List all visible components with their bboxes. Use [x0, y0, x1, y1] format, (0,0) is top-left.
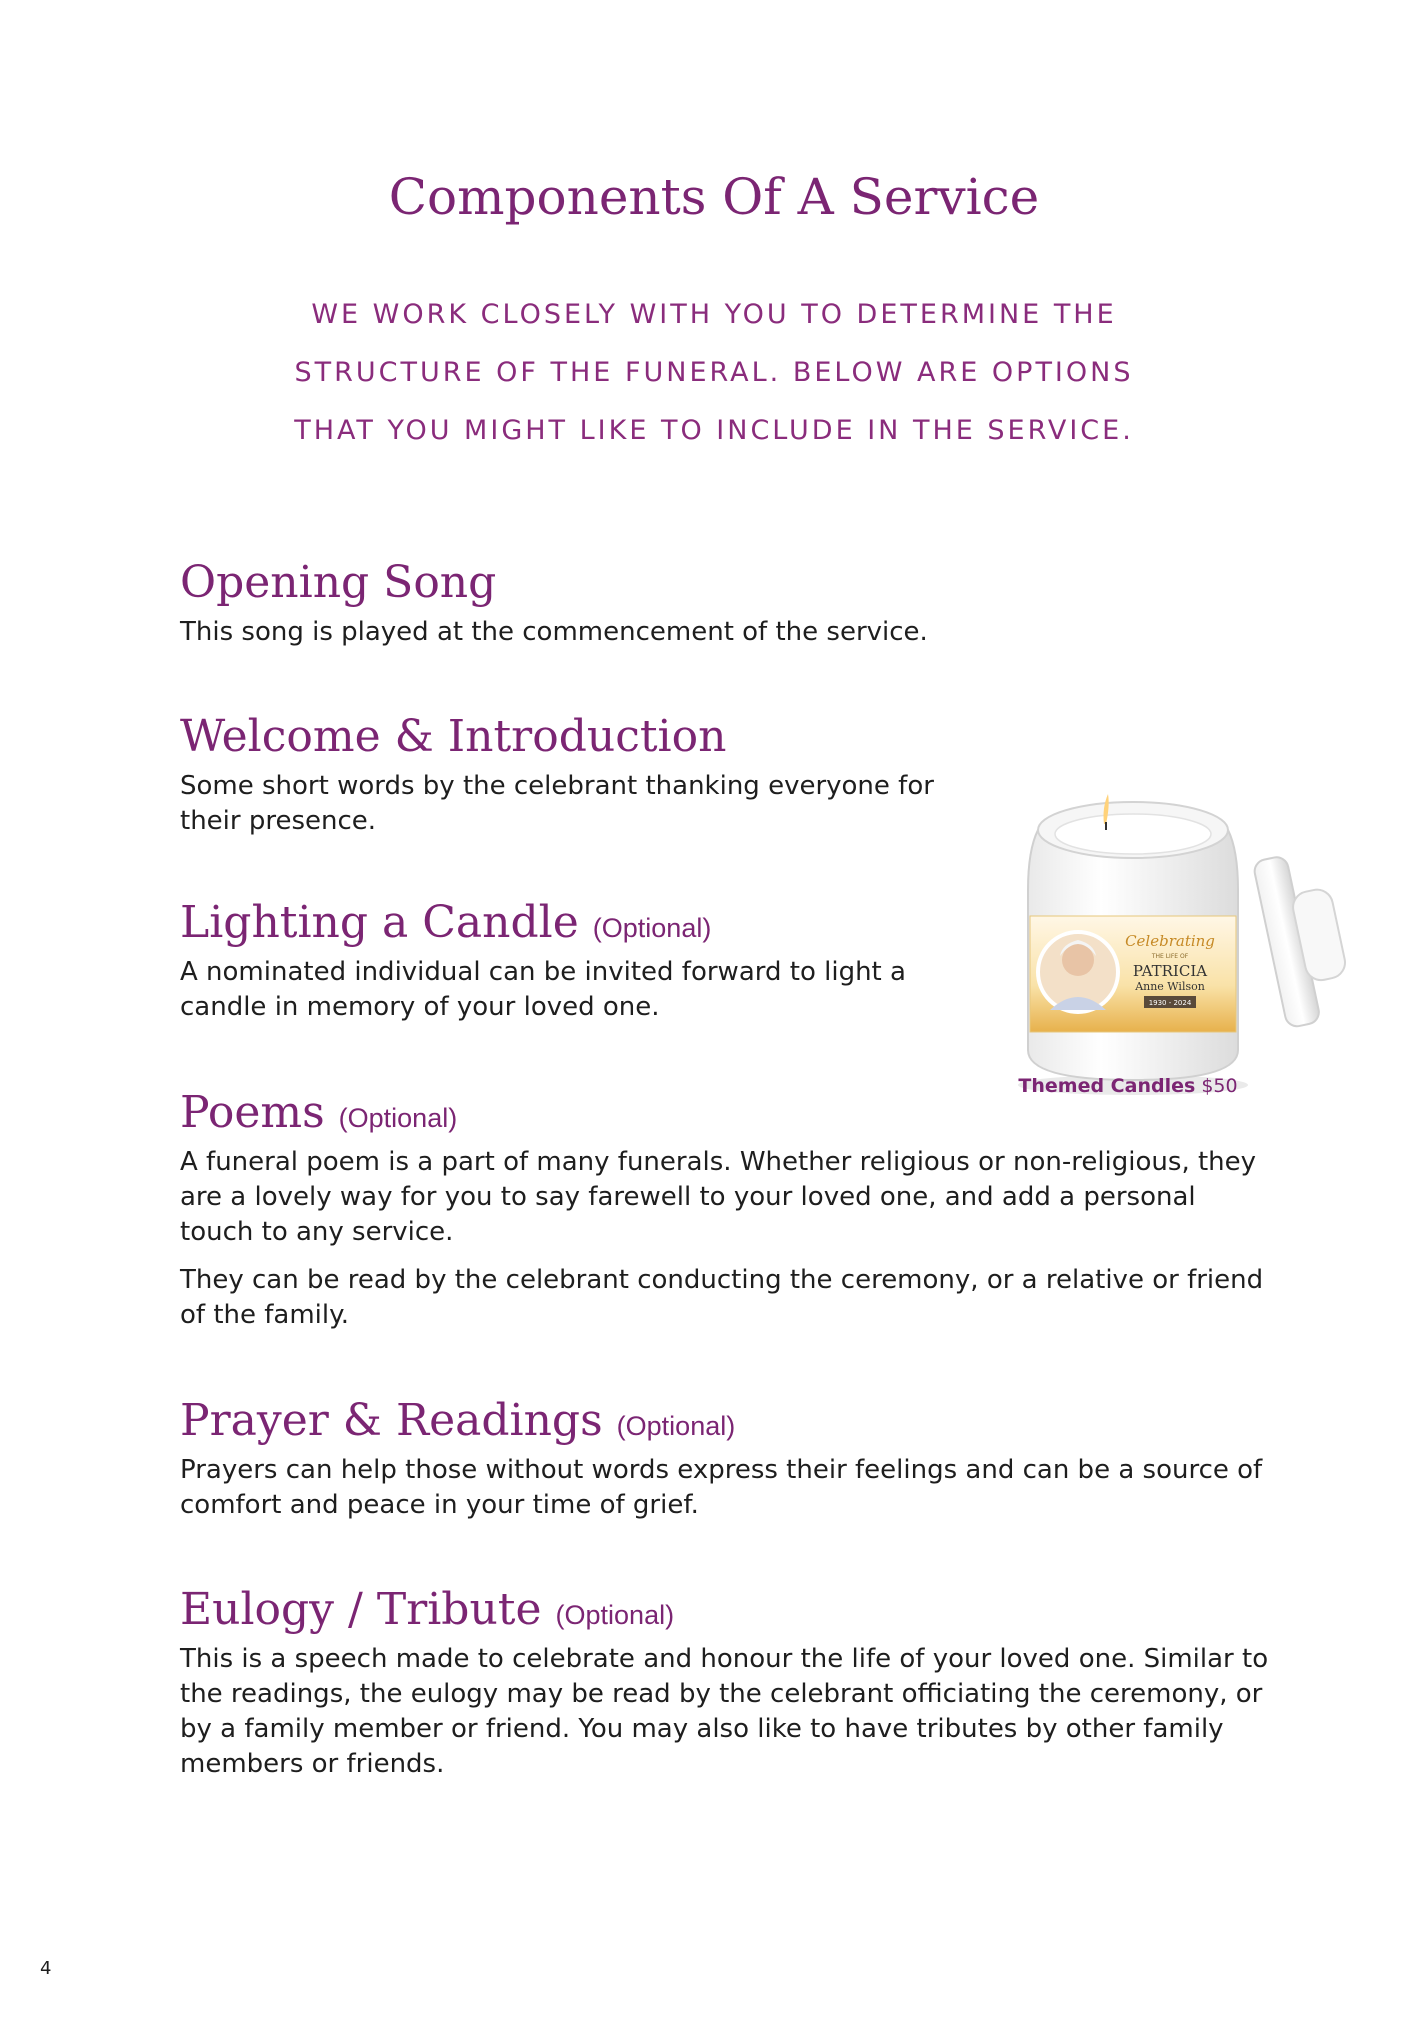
section-poems [180, 1088, 1270, 1333]
themed-candle-image [998, 760, 1388, 1100]
optional-label: (Optional) [555, 1600, 675, 1630]
optional-label: (Optional) [616, 1411, 736, 1441]
caption-name: Themed Candles [1018, 1075, 1196, 1097]
section-lighting-candle [180, 898, 960, 1025]
candle-wick [1105, 822, 1107, 830]
jar-opening [1055, 814, 1211, 854]
section-heading: Poems (Optional) [180, 1087, 458, 1138]
section-body: A nominated individual can be invited forward to light a candle in memory of your loved one. [180, 956, 906, 1022]
candle-caption [998, 1075, 1258, 1097]
label-subname: Anne Wilson [1135, 980, 1205, 993]
section-heading: Prayer & Readings (Optional) [180, 1395, 736, 1446]
page-number: 4 [40, 1958, 52, 1979]
intro-line: THAT YOU MIGHT LIKE TO INCLUDE IN THE SERVICE. [294, 415, 1134, 446]
caption-price: $50 [1201, 1075, 1238, 1097]
section-body: A funeral poem is a part of many funerals. Whether religious or non-religious, they are a lovely way for you to say farewell to your loved one, and add a personal touch to any service. [180, 1146, 1257, 1247]
jar-lid [1252, 848, 1356, 1029]
section-heading: Lighting a Candle (Optional) [180, 897, 712, 948]
label-script: Celebrating [1125, 932, 1215, 950]
section-body: Some short words by the celebrant thanking everyone for their presence. [180, 770, 934, 836]
label-small: THE LIFE OF [1151, 953, 1189, 960]
section-body: This song is played at the commencement of the service. [180, 616, 928, 647]
section-welcome-introduction [180, 712, 960, 839]
section-body: They can be read by the celebrant conducting the ceremony, or a relative or friend of the family. [180, 1264, 1264, 1330]
section-heading: Eulogy / Tribute (Optional) [180, 1584, 675, 1635]
intro-line: WE WORK CLOSELY WITH YOU TO DETERMINE THE [311, 299, 1117, 330]
section-body: Prayers can help those without words express their feelings and can be a source of comfort and peace in your time of grief. [180, 1454, 1263, 1520]
portrait-face [1062, 944, 1094, 976]
section-eulogy-tribute [180, 1585, 1270, 1782]
section-heading: Opening Song [180, 557, 497, 608]
label-years: 1930 - 2024 [1148, 999, 1192, 1007]
intro-line: STRUCTURE OF THE FUNERAL. BELOW ARE OPTIONS [294, 357, 1134, 388]
optional-label: (Optional) [338, 1103, 458, 1133]
section-prayer-readings [180, 1396, 1270, 1523]
label-name: PATRICIA [1132, 962, 1208, 980]
page-title: Components Of A Service [388, 168, 1040, 226]
section-body: This is a speech made to celebrate and honour the life of your loved one. Similar to the readings, the eulogy may be read by the celebrant officiating the ceremony, or by a family member or friend. You may also like to have tributes by other family members or friends. [180, 1643, 1269, 1779]
optional-label: (Optional) [592, 913, 712, 943]
intro-text [200, 286, 1228, 460]
section-heading: Welcome & Introduction [180, 711, 727, 762]
section-opening-song [180, 558, 1180, 650]
